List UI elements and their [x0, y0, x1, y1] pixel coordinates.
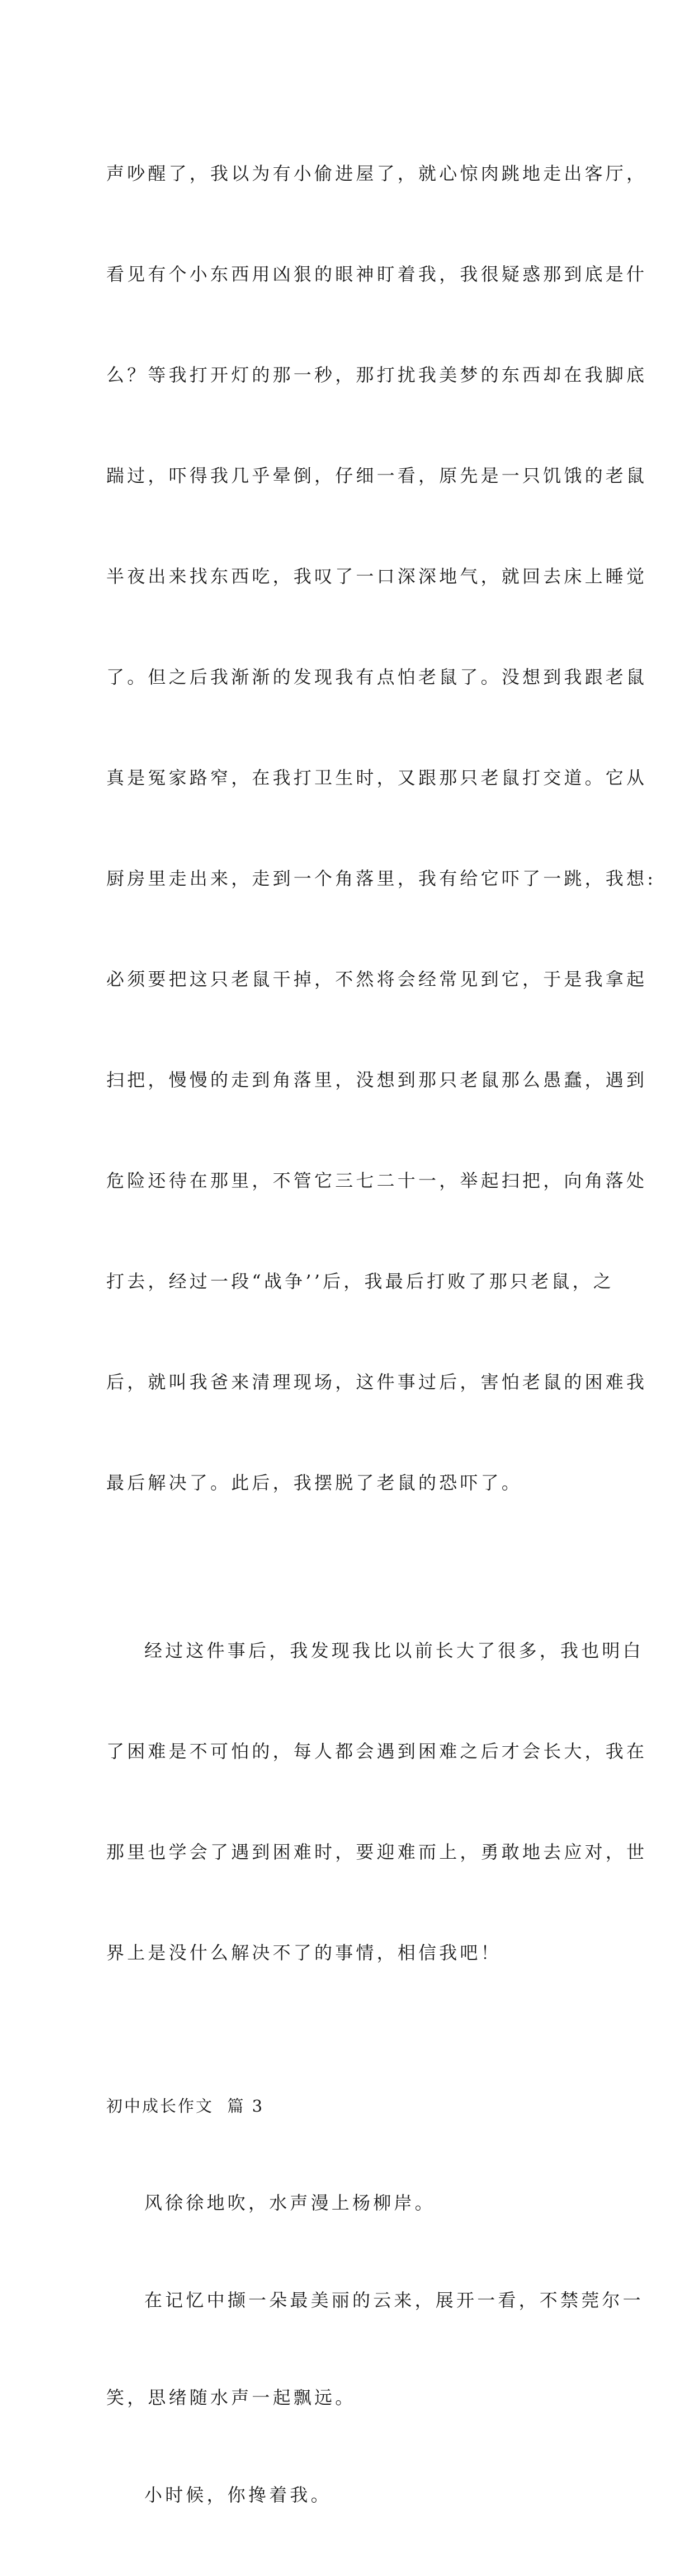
- text-line: 在记忆中撷一朵最美丽的云来，展开一看，不禁莞尔一: [144, 2290, 644, 2311]
- essay-paragraph-conclusion: [106, 1567, 648, 2037]
- text-line: 看见有个小东西用凶狠的眼神盯着我，我很疑惑那到底是什: [106, 264, 648, 285]
- text-line: 打去，经过一段“战争’’后，我最后打败了那只老鼠，之: [106, 1271, 614, 1292]
- text-line: 踹过，吓得我几乎晕倒，仔细一看，原先是一只饥饿的老鼠: [106, 465, 648, 486]
- text-line: 半夜出来找东西吃，我叹了一口深深地气，就回去床上睡觉: [106, 566, 648, 587]
- text-line: 最后解决了。此后，我摆脱了老鼠的恐吓了。: [106, 1472, 523, 1493]
- text-line: 风徐徐地吹，水声漫上杨柳岸。: [144, 2192, 436, 2213]
- text-line: 厨房里走出来，走到一个角落里，我有给它吓了一跳，我想:: [106, 868, 657, 889]
- document-page: [106, 90, 657, 2576]
- text-line: 必须要把这只老鼠干掉，不然将会经常见到它，于是我拿起: [106, 969, 648, 990]
- text-line: 真是冤家路窄，在我打卫生时，又跟那只老鼠打交道。它从: [106, 767, 648, 788]
- text-line: 经过这件事后，我发现我比以前长大了很多，我也明白: [144, 1640, 644, 1661]
- essay-paragraph-continued: [106, 90, 657, 1567]
- essay-section-3: [106, 2122, 644, 2576]
- text-line: 了困难是不可怕的，每人都会遇到困难之后才会长大，我在: [106, 1741, 648, 1762]
- text-line: 危险还待在那里，不管它三七二十一，举起扫把，向角落处: [106, 1170, 648, 1191]
- text-line: 那里也学会了遇到困难时，要迎难而上，勇敢地去应对，世: [106, 1841, 648, 1863]
- text-line: 后，就叫我爸来清理现场，这件事过后，害怕老鼠的困难我: [106, 1371, 648, 1393]
- text-line: 界上是没什么解决不了的事情，相信我吧！: [106, 1942, 502, 1963]
- text-line: 笑，思绪随水声一起飘远。: [106, 2387, 356, 2408]
- text-line: 了。但之后我渐渐的发现我有点怕老鼠了。没想到我跟老鼠: [106, 666, 648, 688]
- section-spacer: [106, 2037, 598, 2090]
- text-line: 扫把，慢慢的走到角落里，没想到那只老鼠那么愚蠢，遇到: [106, 1069, 648, 1090]
- section-heading: 初中成长作文 篇 3: [106, 2096, 265, 2116]
- text-line: 声吵醒了，我以为有小偷进屋了，就心惊肉跳地走出客厅，: [106, 163, 648, 184]
- text-line: 么？等我打开灯的那一秒，那打扰我美梦的东西却在我脚底: [106, 364, 648, 386]
- text-line: 小时候，你搀着我。: [144, 2484, 332, 2506]
